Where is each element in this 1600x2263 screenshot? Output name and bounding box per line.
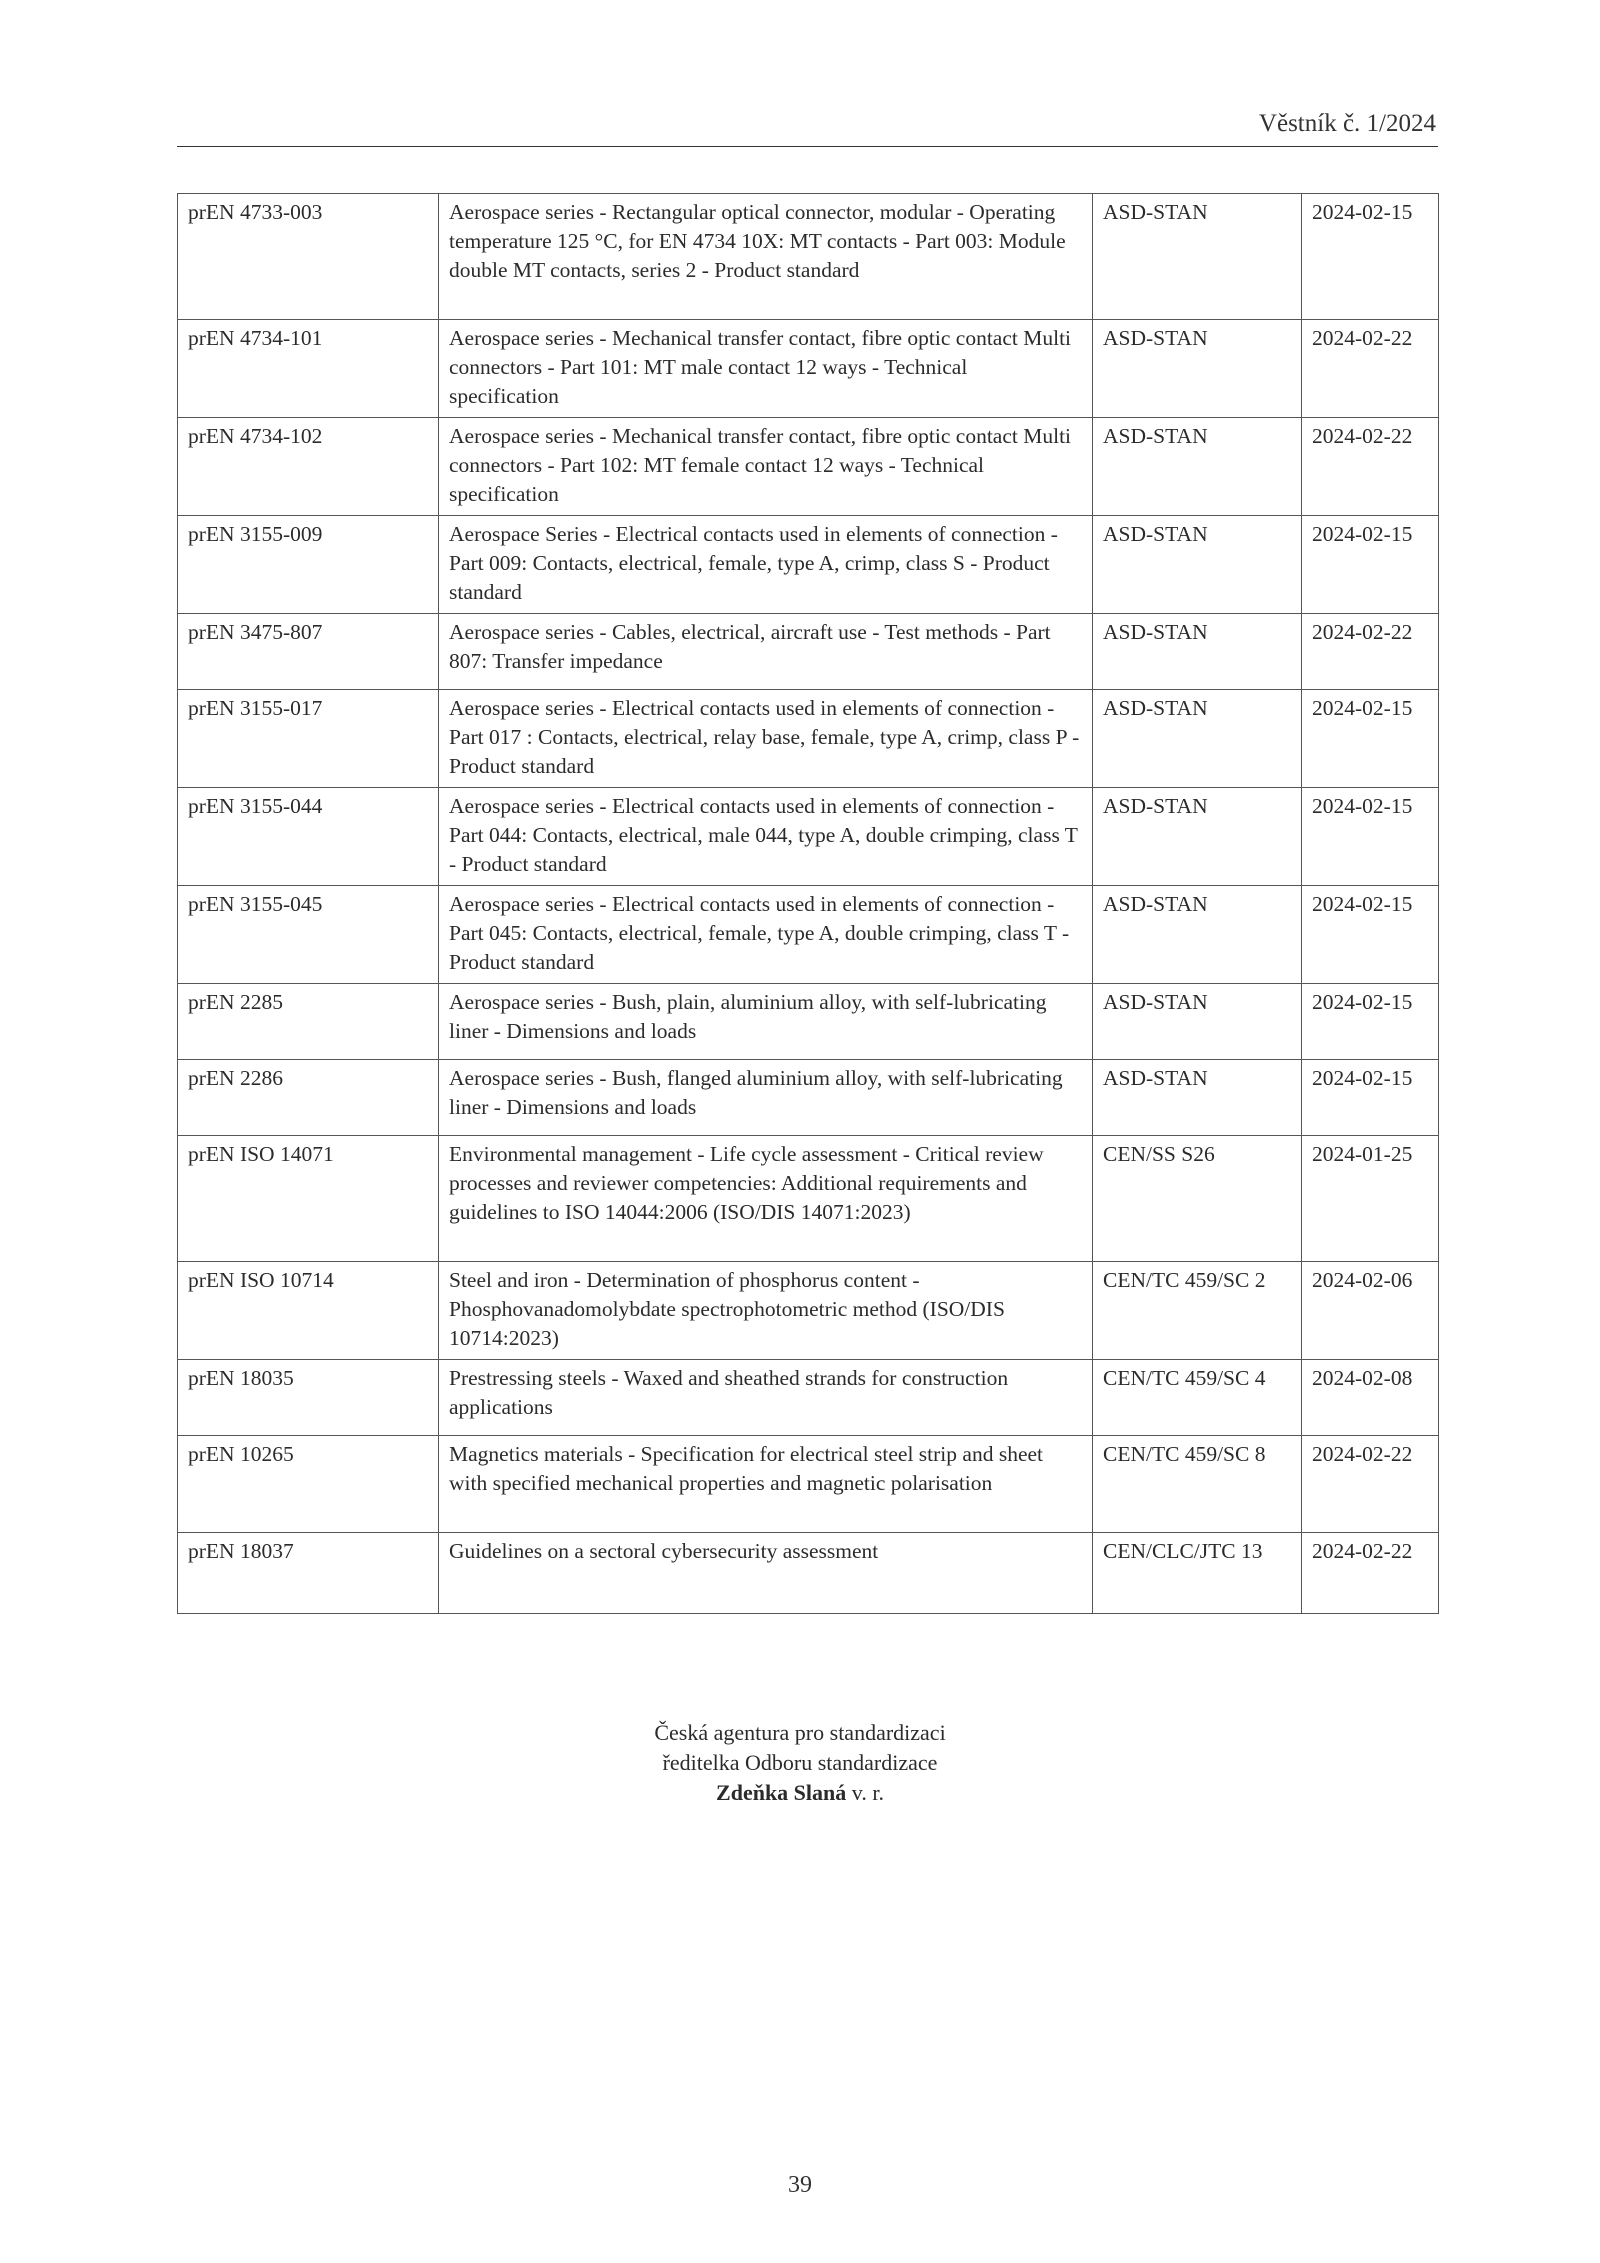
standard-date: 2024-01-25 <box>1302 1136 1439 1262</box>
standard-title: Aerospace series - Electrical contacts used in elements of connection - Part 017 : Contacts, electrical, relay base, female, type A, crimp, class P - Product standard <box>439 690 1093 788</box>
standard-organization: CEN/CLC/JTC 13 <box>1093 1533 1302 1614</box>
standard-date: 2024-02-15 <box>1302 194 1439 320</box>
standard-organization: ASD-STAN <box>1093 886 1302 984</box>
standard-code: prEN 2286 <box>178 1060 439 1136</box>
standard-organization: CEN/TC 459/SC 4 <box>1093 1360 1302 1436</box>
standard-date: 2024-02-15 <box>1302 690 1439 788</box>
standard-title: Aerospace series - Mechanical transfer contact, fibre optic contact Multi connectors - Part 101: MT male contact 12 ways - Technical specification <box>439 320 1093 418</box>
standard-code: prEN 3475-807 <box>178 614 439 690</box>
table-row <box>178 788 1439 886</box>
standard-code: prEN 18037 <box>178 1533 439 1614</box>
signatory-suffix: v. r. <box>846 1780 884 1805</box>
standard-organization: ASD-STAN <box>1093 788 1302 886</box>
standard-organization: CEN/SS S26 <box>1093 1136 1302 1262</box>
standard-title: Aerospace series - Bush, plain, aluminium alloy, with self-lubricating liner - Dimensions and loads <box>439 984 1093 1060</box>
signatory-line <box>0 1778 1600 1808</box>
table-row <box>178 1136 1439 1262</box>
standard-code: prEN 18035 <box>178 1360 439 1436</box>
table-row <box>178 1436 1439 1533</box>
table-row <box>178 1262 1439 1360</box>
standard-title: Aerospace series - Rectangular optical connector, modular - Operating temperature 125 °C, for EN 4734 10X: MT contacts - Part 003: Module double MT contacts, series 2 - Product standard <box>439 194 1093 320</box>
bulletin-title: Věstník č. 1/2024 <box>1258 110 1436 137</box>
standard-title: Aerospace series - Mechanical transfer contact, fibre optic contact Multi connectors - Part 102: MT female contact 12 ways - Technical specification <box>439 418 1093 516</box>
standard-title: Prestressing steels - Waxed and sheathed strands for construction applications <box>439 1360 1093 1436</box>
standard-code: prEN 3155-017 <box>178 690 439 788</box>
standard-organization: ASD-STAN <box>1093 320 1302 418</box>
standard-code: prEN ISO 14071 <box>178 1136 439 1262</box>
standard-organization: ASD-STAN <box>1093 984 1302 1060</box>
signature-block <box>0 1718 1600 1808</box>
standard-code: prEN 3155-045 <box>178 886 439 984</box>
standard-date: 2024-02-06 <box>1302 1262 1439 1360</box>
table-row <box>178 418 1439 516</box>
table-row <box>178 690 1439 788</box>
standard-title: Aerospace series - Bush, flanged aluminium alloy, with self-lubricating liner - Dimensions and loads <box>439 1060 1093 1136</box>
standard-organization: ASD-STAN <box>1093 194 1302 320</box>
standard-date: 2024-02-22 <box>1302 320 1439 418</box>
standard-date: 2024-02-15 <box>1302 984 1439 1060</box>
standard-date: 2024-02-15 <box>1302 516 1439 614</box>
table-row <box>178 1060 1439 1136</box>
standards-table <box>177 193 1439 1614</box>
standard-code: prEN 4733-003 <box>178 194 439 320</box>
standard-code: prEN 4734-102 <box>178 418 439 516</box>
standard-date: 2024-02-22 <box>1302 1533 1439 1614</box>
standard-code: prEN 4734-101 <box>178 320 439 418</box>
standard-date: 2024-02-15 <box>1302 788 1439 886</box>
standard-date: 2024-02-15 <box>1302 886 1439 984</box>
standard-title: Aerospace Series - Electrical contacts used in elements of connection - Part 009: Contacts, electrical, female, type A, crimp, class S - Product standard <box>439 516 1093 614</box>
standard-title: Steel and iron - Determination of phosphorus content - Phosphovanadomolybdate spectrophotometric method (ISO/DIS 10714:2023) <box>439 1262 1093 1360</box>
agency-name: Česká agentura pro standardizaci <box>654 1720 946 1745</box>
table-row <box>178 516 1439 614</box>
table-row <box>178 614 1439 690</box>
standard-date: 2024-02-22 <box>1302 418 1439 516</box>
standard-code: prEN 3155-009 <box>178 516 439 614</box>
table-row <box>178 886 1439 984</box>
table-row <box>178 984 1439 1060</box>
table-row <box>178 194 1439 320</box>
standard-organization: ASD-STAN <box>1093 614 1302 690</box>
standard-title: Guidelines on a sectoral cybersecurity assessment <box>439 1533 1093 1614</box>
standard-date: 2024-02-15 <box>1302 1060 1439 1136</box>
standard-organization: CEN/TC 459/SC 8 <box>1093 1436 1302 1533</box>
standard-title: Aerospace series - Cables, electrical, aircraft use - Test methods - Part 807: Transfer impedance <box>439 614 1093 690</box>
standard-title: Aerospace series - Electrical contacts used in elements of connection - Part 045: Contacts, electrical, female, type A, double crimping, class T - Product standard <box>439 886 1093 984</box>
standard-code: prEN 10265 <box>178 1436 439 1533</box>
standard-title: Magnetics materials - Specification for electrical steel strip and sheet with specified mechanical properties and magnetic polarisation <box>439 1436 1093 1533</box>
standard-organization: ASD-STAN <box>1093 1060 1302 1136</box>
standard-code: prEN 2285 <box>178 984 439 1060</box>
standard-code: prEN ISO 10714 <box>178 1262 439 1360</box>
page-number: 39 <box>788 2172 812 2198</box>
table-row <box>178 1533 1439 1614</box>
standard-organization: ASD-STAN <box>1093 690 1302 788</box>
page-header <box>177 110 1438 147</box>
standard-title: Environmental management - Life cycle assessment - Critical review processes and reviewer competencies: Additional requirements and guidelines to ISO 14044:2006 (ISO/DIS 14071:2023) <box>439 1136 1093 1262</box>
standard-date: 2024-02-22 <box>1302 1436 1439 1533</box>
standard-title: Aerospace series - Electrical contacts used in elements of connection - Part 044: Contacts, electrical, male 044, type A, double crimping, class T - Product standard <box>439 788 1093 886</box>
standard-code: prEN 3155-044 <box>178 788 439 886</box>
standard-organization: ASD-STAN <box>1093 516 1302 614</box>
standard-date: 2024-02-08 <box>1302 1360 1439 1436</box>
signatory-name: Zdeňka Slaná <box>716 1780 847 1805</box>
table-row <box>178 320 1439 418</box>
signatory-position: ředitelka Odboru standardizace <box>662 1750 938 1775</box>
standard-organization: CEN/TC 459/SC 2 <box>1093 1262 1302 1360</box>
table-row <box>178 1360 1439 1436</box>
standard-date: 2024-02-22 <box>1302 614 1439 690</box>
standard-organization: ASD-STAN <box>1093 418 1302 516</box>
